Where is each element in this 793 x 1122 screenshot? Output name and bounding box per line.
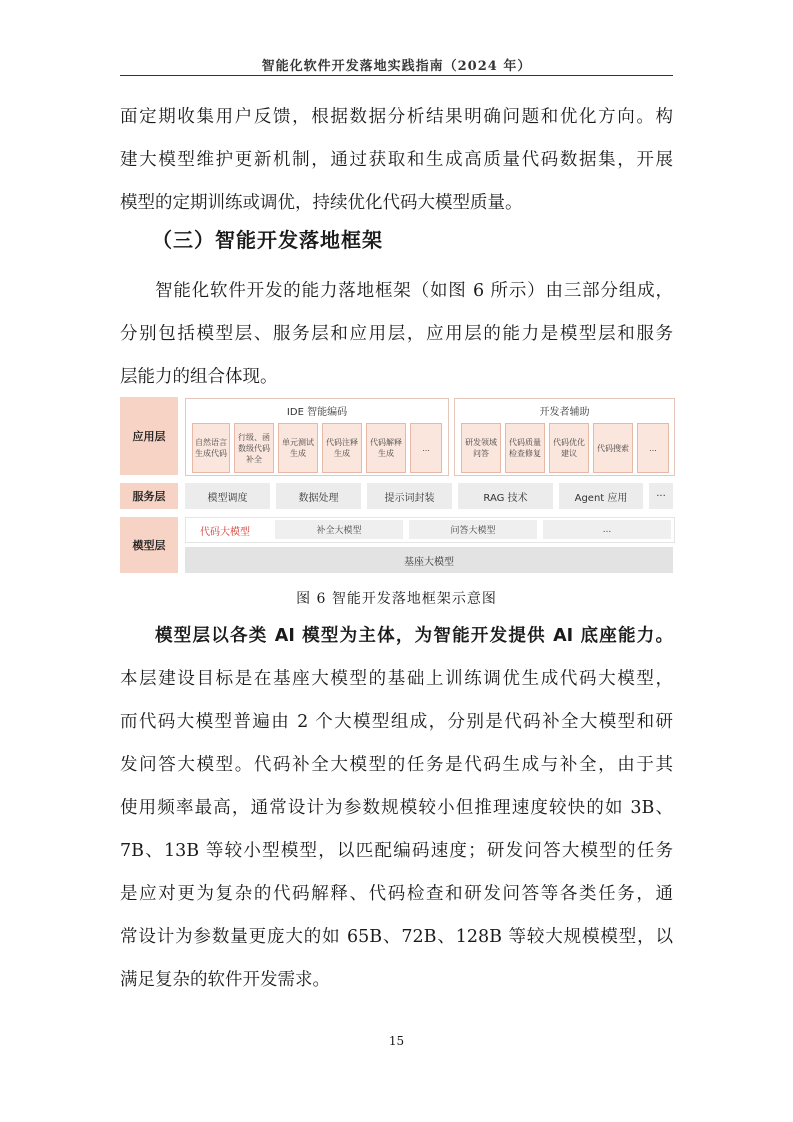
dev-item-optimize: 代码优化 建议	[549, 423, 589, 473]
paragraph-line: 层能力的组合体现。	[120, 367, 278, 387]
paragraph-line: 面定期收集用户反馈，根据数据分析结果明确问题和优化方向。构	[120, 107, 673, 127]
figure-caption: 图 6 智能开发落地框架示意图	[296, 591, 497, 607]
section-heading: （三）智能开发落地框架	[152, 228, 383, 252]
service-layer-label: 服务层	[120, 483, 178, 509]
paragraph-line: 满足复杂的软件开发需求。	[120, 970, 330, 990]
model-more: ...	[543, 520, 671, 539]
paragraph-line: 常设计为参数量更庞大的如 65B、72B、128B 等较大规模模型，以	[120, 927, 673, 947]
paragraph-line: 分别包括模型层、服务层和应用层，应用层的能力是模型层和服务	[120, 324, 673, 344]
paragraph-2	[120, 270, 673, 399]
paragraph-line: 发问答大模型。代码补全大模型的任务是代码生成与补全，由于其	[120, 755, 673, 775]
completion-model: 补全大模型	[275, 520, 403, 539]
ide-group-title: IDE 智能编码	[286, 407, 348, 418]
ide-item-completion: 行级、函 数级代码 补全	[234, 423, 274, 473]
dev-item-more: ...	[637, 423, 669, 473]
paragraph-lead: 模型层以各类 AI 模型为主体，为智能开发提供 AI 底座能力。	[155, 626, 673, 646]
ide-item-nl-codegen: 自然语言 生成代码	[192, 423, 230, 473]
dev-assist-group	[454, 398, 675, 476]
paragraph-line: 使用频率最高，通常设计为参数规模较小但推理速度较快的如 3B、	[120, 798, 673, 818]
paragraph-line: 7B、13B 等较小型模型，以匹配编码速度；研发问答大模型的任务	[120, 841, 673, 861]
dev-item-quality: 代码质量 检查修复	[505, 423, 545, 473]
paragraph-line: 智能化软件开发的能力落地框架（如图 6 所示）由三部分组成，	[155, 281, 673, 301]
service-rag: RAG 技术	[458, 483, 553, 509]
paragraph-line: 而代码大模型普遍由 2 个大模型组成，分别是代码补全大模型和研	[120, 712, 673, 732]
service-prompt-wrapping: 提示词封装	[367, 483, 452, 509]
qa-model: 问答大模型	[409, 520, 537, 539]
dev-group-title: 开发者辅助	[539, 407, 590, 418]
code-model-label: 代码大模型	[200, 526, 250, 538]
ide-item-more: ...	[410, 423, 442, 473]
ide-coding-group	[185, 398, 449, 476]
service-data-processing: 数据处理	[276, 483, 361, 509]
paragraph-1	[120, 96, 673, 225]
dev-item-search: 代码搜索	[593, 423, 633, 473]
page-number: 15	[388, 1034, 405, 1048]
paragraph-line: 是应对更为复杂的代码解释、代码检查和研发问答等各类任务，通	[120, 884, 673, 904]
framework-diagram	[120, 397, 675, 575]
ide-item-comments: 代码注释 生成	[322, 423, 362, 473]
service-more: ···	[649, 483, 673, 509]
paragraph-line: 建大模型维护更新机制，通过获取和生成高质量代码数据集，开展	[120, 150, 673, 170]
dev-item-qa: 研发领域 问答	[461, 423, 501, 473]
paragraph-3	[120, 615, 673, 1002]
running-header: 智能化软件开发落地实践指南（2024 年）	[261, 59, 532, 74]
ide-item-unit-test: 单元测试 生成	[278, 423, 318, 473]
service-agent: Agent 应用	[559, 483, 643, 509]
base-model-bar: 基座大模型	[185, 547, 673, 573]
header-rule	[120, 75, 673, 76]
paragraph-line: 本层建设目标是在基座大模型的基础上训练调优生成代码大模型，	[120, 669, 673, 689]
app-layer-label: 应用层	[120, 397, 178, 475]
ide-item-explain: 代码解释 生成	[366, 423, 406, 473]
service-model-scheduling: 模型调度	[185, 483, 270, 509]
paragraph-line: 模型的定期训练或调优，持续优化代码大模型质量。	[120, 193, 523, 213]
model-layer-label: 模型层	[120, 517, 178, 573]
